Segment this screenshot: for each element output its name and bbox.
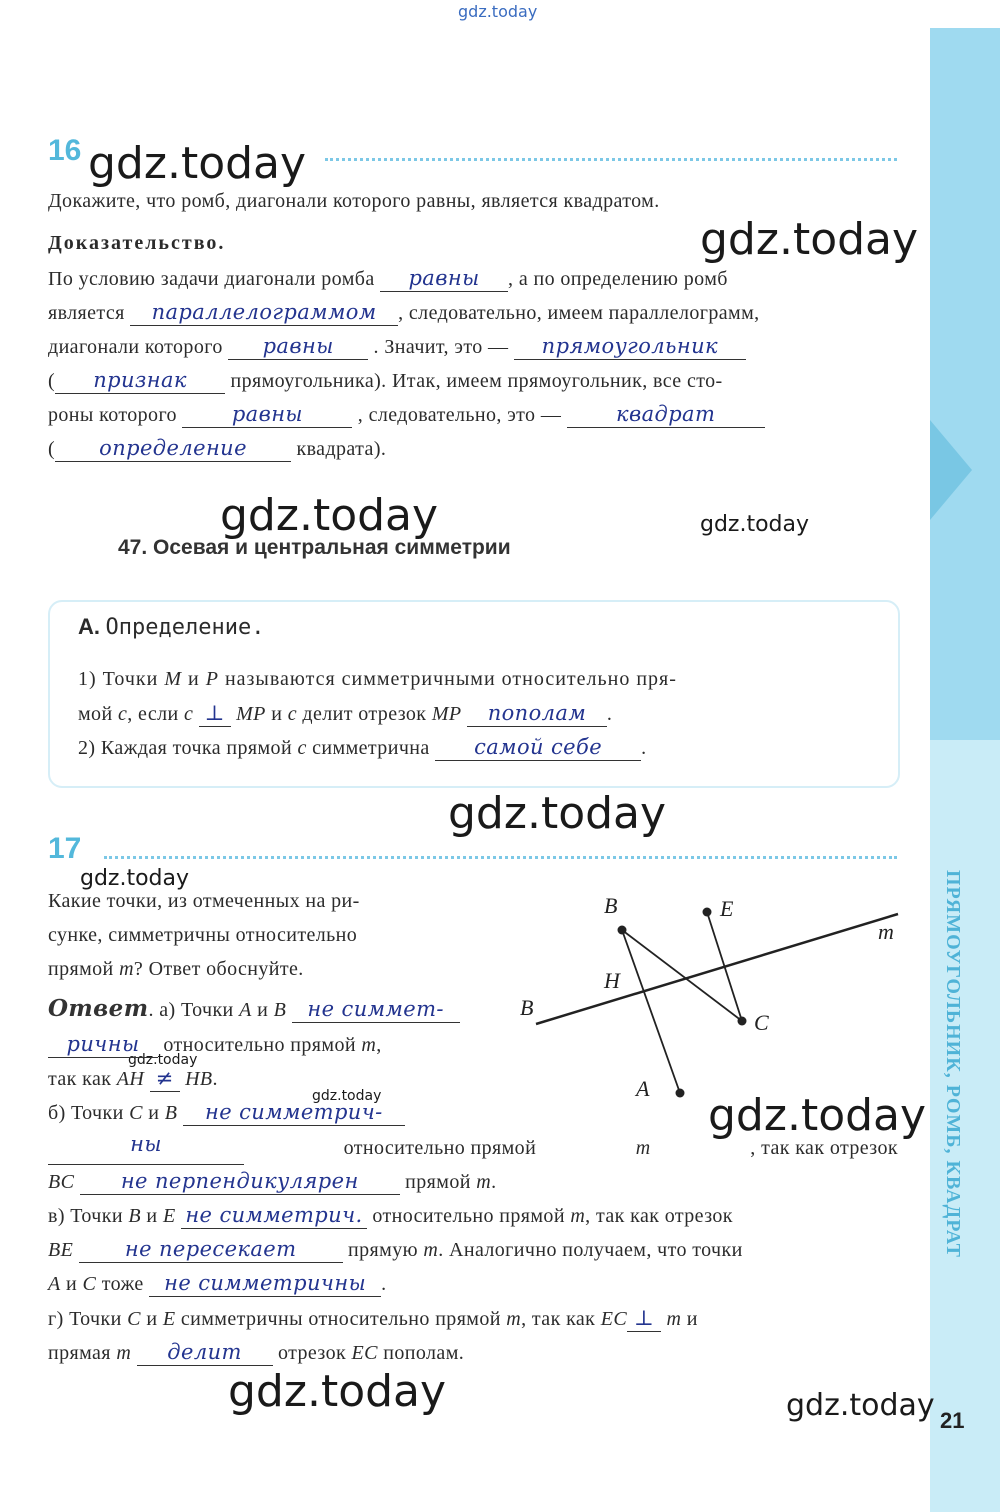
symmetry-figure [500,880,920,1110]
answer-line: BE не пересекает прямую m. Аналогично получаем, что точки [48,1237,743,1261]
task-question: прямой m? Ответ обоснуйте. [48,958,304,980]
figure-label: A [636,1076,650,1101]
answer-field[interactable]: не перпендикулярен [80,1168,400,1195]
figure-label: m [878,919,894,944]
answer-line: б) Точки C и B не симметрич- [48,1096,405,1130]
definition-line: 2) Каждая точка прямой c симметрична самой себе . [78,735,647,759]
answer-field[interactable]: самой себе [435,734,641,761]
answer-line: ны относительно прямой m , так как отрезок [48,1131,898,1165]
answer-field[interactable]: не пересекает [79,1236,343,1263]
figure-label: E [720,896,734,921]
figure-label: B [520,995,534,1020]
segment-EC [707,912,742,1021]
answer-field[interactable]: ричны [48,1031,158,1058]
answer-line: BC не перпендикулярен прямой m. [48,1169,497,1193]
figure-label: H [604,968,620,993]
answer-field[interactable]: ≠ [150,1065,180,1092]
answer-field[interactable]: равны [182,401,352,428]
task-number: 17 [48,832,82,865]
watermark: gdz.today [220,490,439,541]
task-question: сунке, симметричны относительно [48,924,358,946]
answer-field[interactable]: равны [228,333,368,360]
figure-label: B [604,893,618,918]
proof-line: диагонали которого равны . Значит, это — прямоугольник [48,330,746,364]
answer-field[interactable]: пополам [467,700,607,727]
answer-field[interactable]: прямоугольник [514,333,746,360]
point-C [738,1017,747,1026]
segment-BC [622,930,742,1021]
point-E [703,908,712,917]
sidebar-arrow-icon [930,420,972,520]
answer-field[interactable]: не симмет- [292,996,460,1023]
answer-label: Ответ [48,995,149,1022]
watermark: gdz.today [708,1090,927,1141]
answer-field[interactable]: ⊥ [199,700,231,727]
watermark: gdz.today [700,512,810,537]
dotted-separator [104,856,897,859]
watermark: gdz.today [88,138,307,189]
proof-heading: Доказательство. [48,232,226,254]
watermark: gdz.today [700,214,919,265]
answer-field[interactable]: определение [55,435,291,462]
point-A [676,1089,685,1098]
sidebar-chapter-title: ПРЯМОУГОЛЬНИК, РОМБ, КВАДРАТ [942,870,964,1258]
proof-line: По условию задачи диагонали ромба равны , а по определению ромб [48,266,728,290]
watermark: gdz.today [228,1366,447,1417]
answer-line: прямая m делит отрезок EC пополам. [48,1340,465,1364]
answer-field[interactable]: не симметрич. [181,1202,367,1229]
definition-line: мой c, если c ⊥ MP и c делит отрезок MP пополам . [78,701,613,725]
answer-field[interactable]: параллелограммом [130,299,398,326]
answer-line: г) Точки C и E симметричны относительно прямой m, так как EC ⊥ m и [48,1306,698,1330]
proof-line: ( определение квадрата). [48,436,387,460]
figure-label: C [754,1010,769,1035]
answer-field[interactable]: делит [137,1339,273,1366]
watermark: gdz.today [786,1388,935,1423]
dotted-separator [325,158,897,161]
watermark: gdz.today [128,1052,198,1068]
task-question: Докажите, что ромб, диагонали которого равны, является квадратом. [48,190,660,212]
page-number: 21 [940,1408,965,1433]
watermark: gdz.today [80,866,190,891]
proof-line: роны которого равны , следовательно, это — квадрат [48,398,765,432]
answer-line: в) Точки B и E не симметрич. относительно прямой m, так как отрезок [48,1203,733,1227]
answer-line: так как AH ≠ HB. [48,1066,218,1090]
watermark: gdz.today [312,1088,382,1104]
definition-heading: А. Определение. [78,614,265,640]
definition-line: 1) Точки M и P называются симметричными относительно пря- [78,668,677,690]
line-m [536,914,898,1024]
answer-field[interactable]: не симметричны [149,1270,381,1297]
proof-line: ( признак прямоугольника). Итак, имеем прямоугольник, все сто- [48,368,723,392]
watermark-top: gdz.today [458,2,538,21]
answer-field[interactable]: равны [380,265,508,292]
answer-line: ричны относительно прямой m, [48,1028,382,1062]
answer-line: Ответ. а) Точки A и B не симмет- [48,992,460,1027]
answer-field[interactable]: ⊥ [627,1305,661,1332]
answer-field[interactable]: не симметрич- [183,1099,405,1126]
answer-field[interactable]: ны [48,1131,244,1165]
point-B [618,926,627,935]
segment-BA [622,930,680,1093]
answer-field[interactable]: квадрат [567,401,765,428]
proof-line: является параллелограммом , следовательно, имеем параллелограмм, [48,300,760,324]
task-question: Какие точки, из отмеченных на ри- [48,890,360,912]
answer-line: A и C тоже не симметричны . [48,1271,387,1295]
section-title: 47. Осевая и центральная симметрии [118,536,511,559]
watermark: gdz.today [448,788,667,839]
answer-field[interactable]: признак [55,367,225,394]
task-number: 16 [48,134,82,167]
